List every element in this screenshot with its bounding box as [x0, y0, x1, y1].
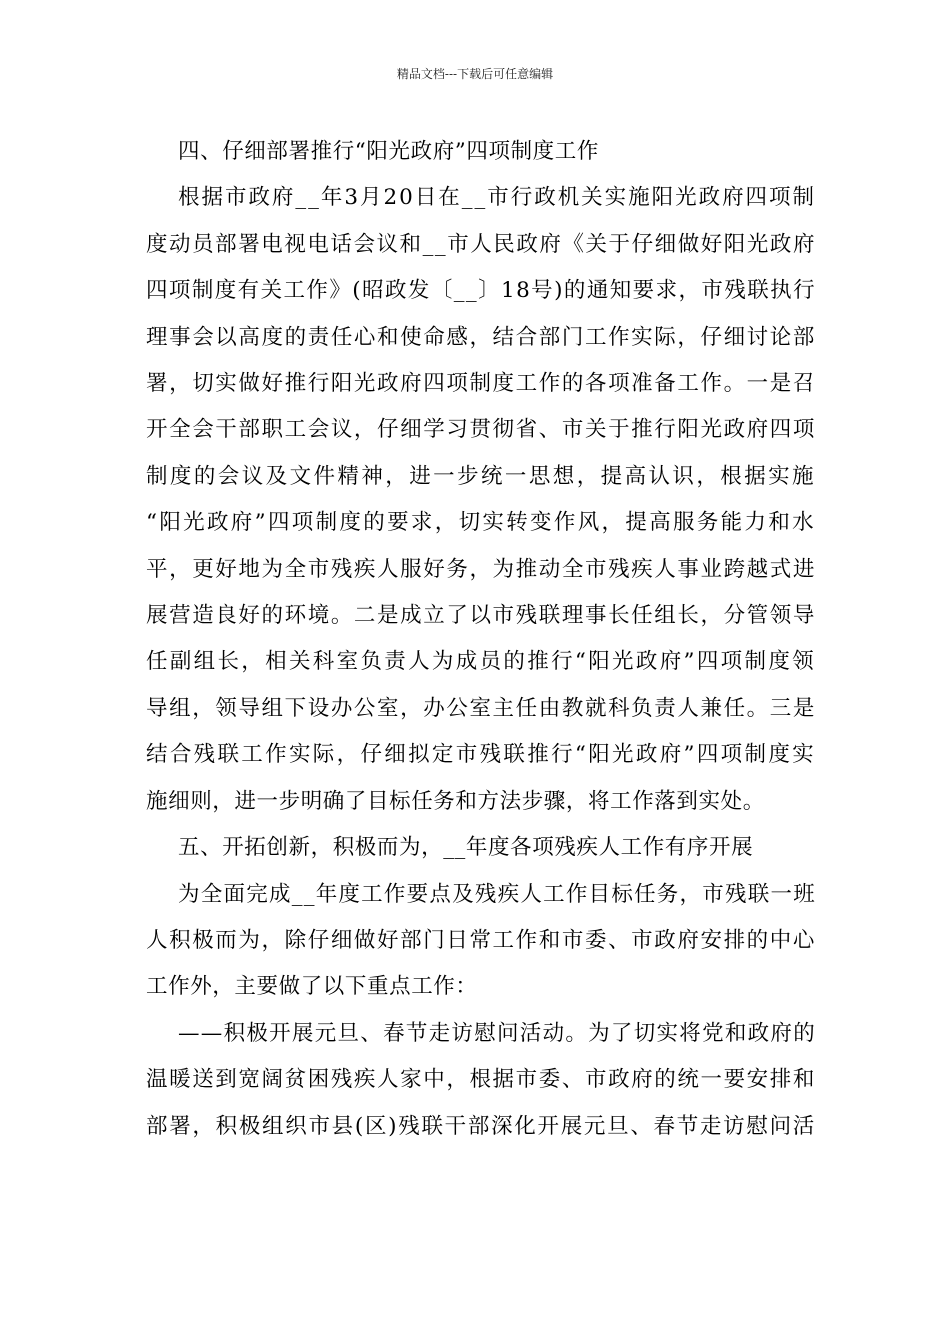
text-line: 根据市政府__年3月20日在__市行政机关实施阳光政府四项制	[178, 185, 816, 211]
page-header: 精品文档---下载后可任意编辑	[396, 67, 554, 81]
text-line: 开全会干部职工会议，仔细学习贯彻省、市关于推行阳光政府四项	[146, 417, 816, 443]
text-line: ——积极开展元旦、春节走访慰问活动。为了切实将党和政府的	[178, 1020, 816, 1046]
text-line: 四项制度有关工作》(昭政发〔__〕18号)的通知要求，市残联执行	[146, 278, 816, 304]
text-line: 五、开拓创新，积极而为，__年度各项残疾人工作有序开展	[178, 835, 754, 861]
text-line: 理事会以高度的责任心和使命感，结合部门工作实际，仔细讨论部	[146, 324, 816, 350]
text-line: 展营造良好的环境。二是成立了以市残联理事长任组长，分管领导	[146, 603, 816, 629]
text-line: 平，更好地为全市残疾人服好务，为推动全市残疾人事业跨越式进	[146, 556, 816, 582]
text-line: 任副组长，相关科室负责人为成员的推行“阳光政府”四项制度领	[146, 649, 816, 675]
text-line: “阳光政府”四项制度的要求，切实转变作风，提高服务能力和水	[146, 510, 816, 536]
text-line: 部署，积极组织市县(区)残联干部深化开展元旦、春节走访慰问活	[146, 1113, 816, 1139]
text-line: 四、仔细部署推行“阳光政府”四项制度工作	[178, 139, 599, 164]
text-line: 制度的会议及文件精神，进一步统一思想，提高认识，根据实施	[146, 463, 816, 489]
text-line: 署，切实做好推行阳光政府四项制度工作的各项准备工作。一是召	[146, 371, 816, 397]
text-line: 度动员部署电视电话会议和__市人民政府《关于仔细做好阳光政府	[146, 231, 816, 257]
text-line: 施细则，进一步明确了目标任务和方法步骤，将工作落到实处。	[146, 788, 765, 814]
text-line: 温暖送到宽阔贫困残疾人家中，根据市委、市政府的统一要安排和	[146, 1067, 816, 1093]
document-body	[146, 129, 816, 1150]
text-line: 工作外，主要做了以下重点工作：	[146, 974, 478, 1000]
text-line: 为全面完成__年度工作要点及残疾人工作目标任务，市残联一班	[178, 881, 816, 907]
text-line: 人积极而为，除仔细做好部门日常工作和市委、市政府安排的中心	[146, 927, 816, 953]
text-line: 结合残联工作实际，仔细拟定市残联推行“阳光政府”四项制度实	[146, 742, 816, 768]
text-line: 导组，领导组下设办公室，办公室主任由教就科负责人兼任。三是	[146, 695, 816, 721]
